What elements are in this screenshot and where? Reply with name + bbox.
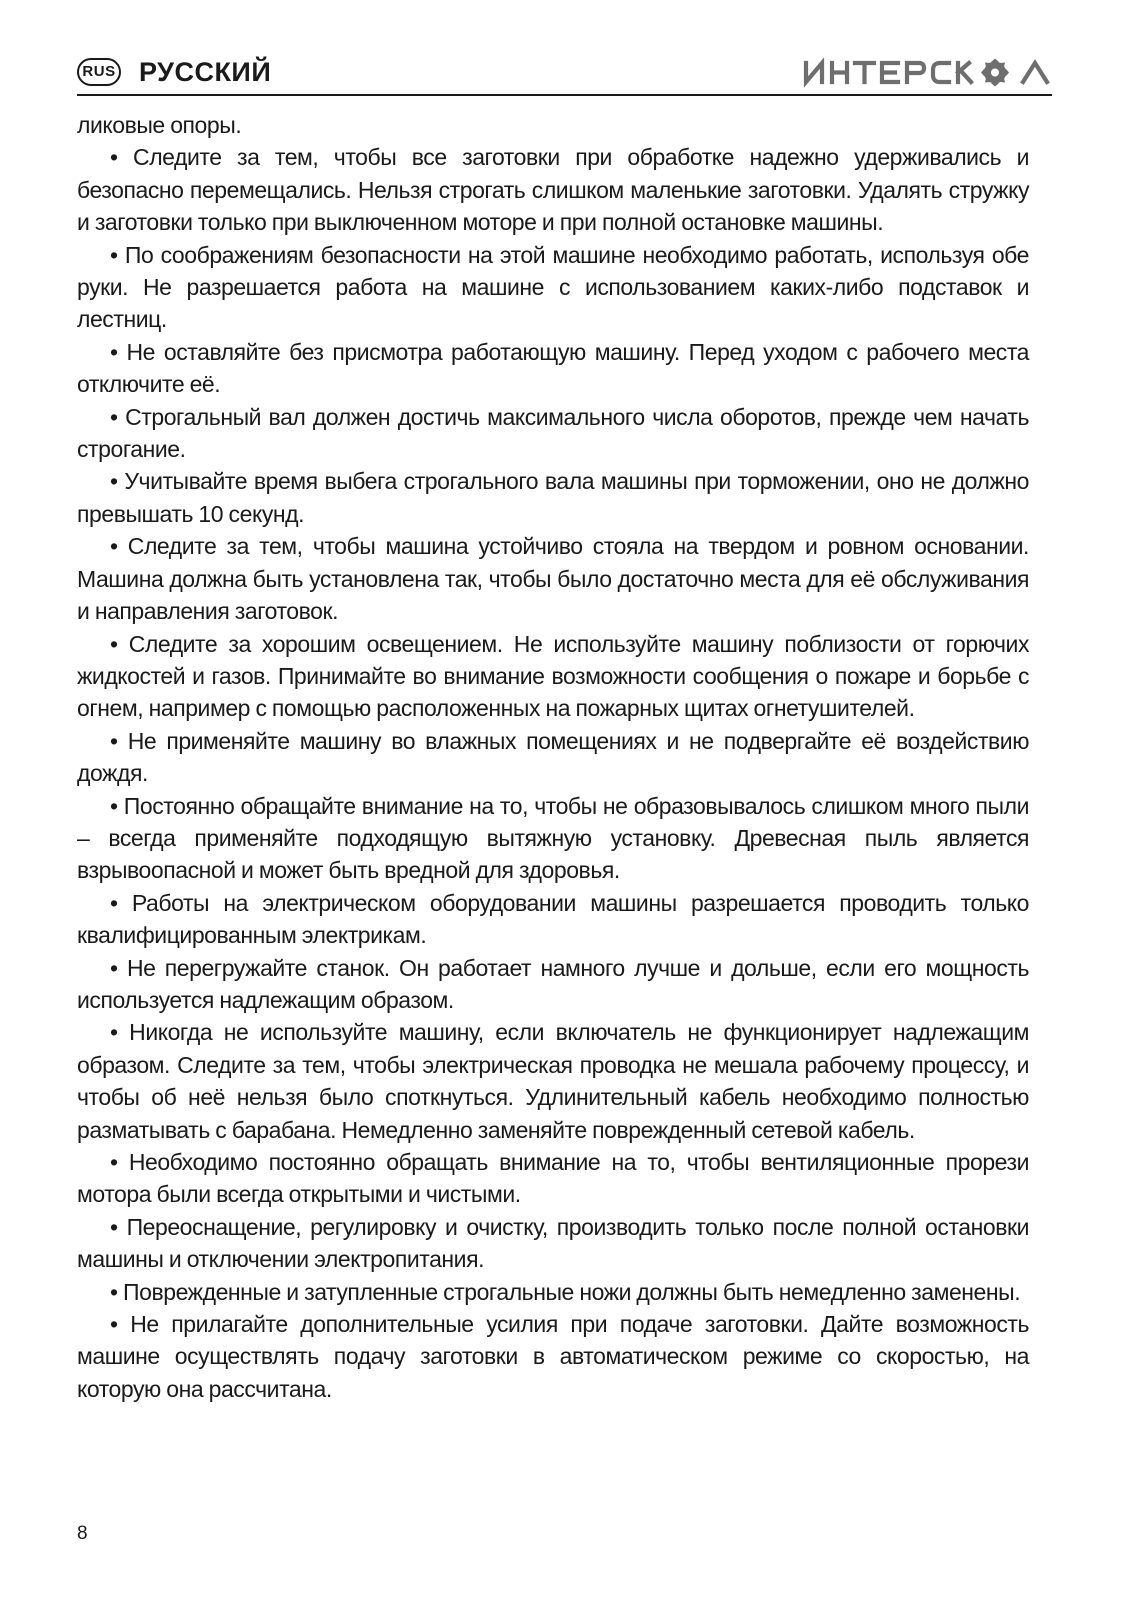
language-badge: RUS xyxy=(77,58,121,86)
header-divider xyxy=(77,94,1052,96)
language-title: РУССКИЙ xyxy=(139,57,272,87)
paragraph: • Переоснащение, регулировку и очистку, производить только после полной остановки машины и отключении электропитания. xyxy=(77,1213,1029,1273)
paragraph: • По соображениям безопасности на этой машине необходимо работать, используя обе руки. Не разрешается работа на машине с использованием каких-либо подставок и лестниц. xyxy=(77,241,1029,333)
paragraph: • Не оставляйте без присмотра работающую машину. Перед уходом с рабочего места отключите её. xyxy=(77,338,1029,398)
paragraph: • Постоянно обращайте внимание на то, чтобы не образовывалось слишком много пыли – всегда применяйте подходящую вытяжную установку. Древесная пыль является взрывоопасной и может быть вредной для здоровья. xyxy=(77,792,1029,884)
paragraph: • Работы на электрическом оборудовании машины разрешается проводить только квалифицированным электрикам. xyxy=(77,889,1029,949)
paragraph: • Поврежденные и затупленные строгальные ножи должны быть немедленно заменены. xyxy=(110,1278,1021,1305)
paragraph: • Учитывайте время выбега строгального вала машины при торможении, оно не должно превышать 10 секунд. xyxy=(77,468,1029,527)
paragraph: • Следите за тем, чтобы все заготовки при обработке надежно удерживались и безопасно перемещались. Нельзя строгать слишком маленькие заготовки. Удалять стружку и заготовки только при выключенном моторе и при полной остановке машины. xyxy=(77,144,1029,236)
page-header xyxy=(77,52,1052,96)
brand-logo xyxy=(802,56,1052,88)
paragraph: • Необходимо постоянно обращать внимание на то, чтобы вентиляционные прорези мотора были всегда открытыми и чистыми. xyxy=(77,1149,1029,1208)
body-text xyxy=(77,109,1029,1405)
paragraph: • Строгальный вал должен достичь максимального числа оборотов, прежде чем начать строгание. xyxy=(77,403,1029,463)
paragraph: • Не применяйте машину во влажных помещениях и не подвергайте её воздействию дождя. xyxy=(77,727,1029,787)
page-number: 8 xyxy=(77,1523,88,1544)
paragraph: • Не перегружайте станок. Он работает намного лучше и дольше, если его мощность используется надлежащим образом. xyxy=(77,954,1029,1013)
paragraph: • Никогда не используйте машину, если включатель не функционирует надлежащим образом. Следите за тем, чтобы электрическая проводка не мешала рабочему процессу, и чтобы об неё нельзя было споткнуться. Удлинительный кабель необходимо полностью разматывать с барабана. Немедленно заменяйте поврежденный сетевой кабель. xyxy=(77,1019,1029,1143)
saw-blade-icon xyxy=(981,59,1009,87)
paragraph: ликовые опоры. xyxy=(77,112,242,138)
paragraph: • Следите за тем, чтобы машина устойчиво стояла на твердом и ровном основании. Машина должна быть установлена так, чтобы было достаточно места для её обслуживания и направления заготовок. xyxy=(77,533,1029,625)
paragraph: • Следите за хорошим освещением. Не используйте машину поблизости от горючих жидкостей и газов. Принимайте во внимание возможности сообщения о пожаре и борьбе с огнем, например с помощью расположенных на пожарных щитах огнетушителей. xyxy=(77,630,1029,722)
paragraph: • Не прилагайте дополнительные усилия при подаче заготовки. Дайте возможность машине осуществлять подачу заготовки в автоматическом режиме со скоростью, на которую она рассчитана. xyxy=(77,1311,1029,1402)
